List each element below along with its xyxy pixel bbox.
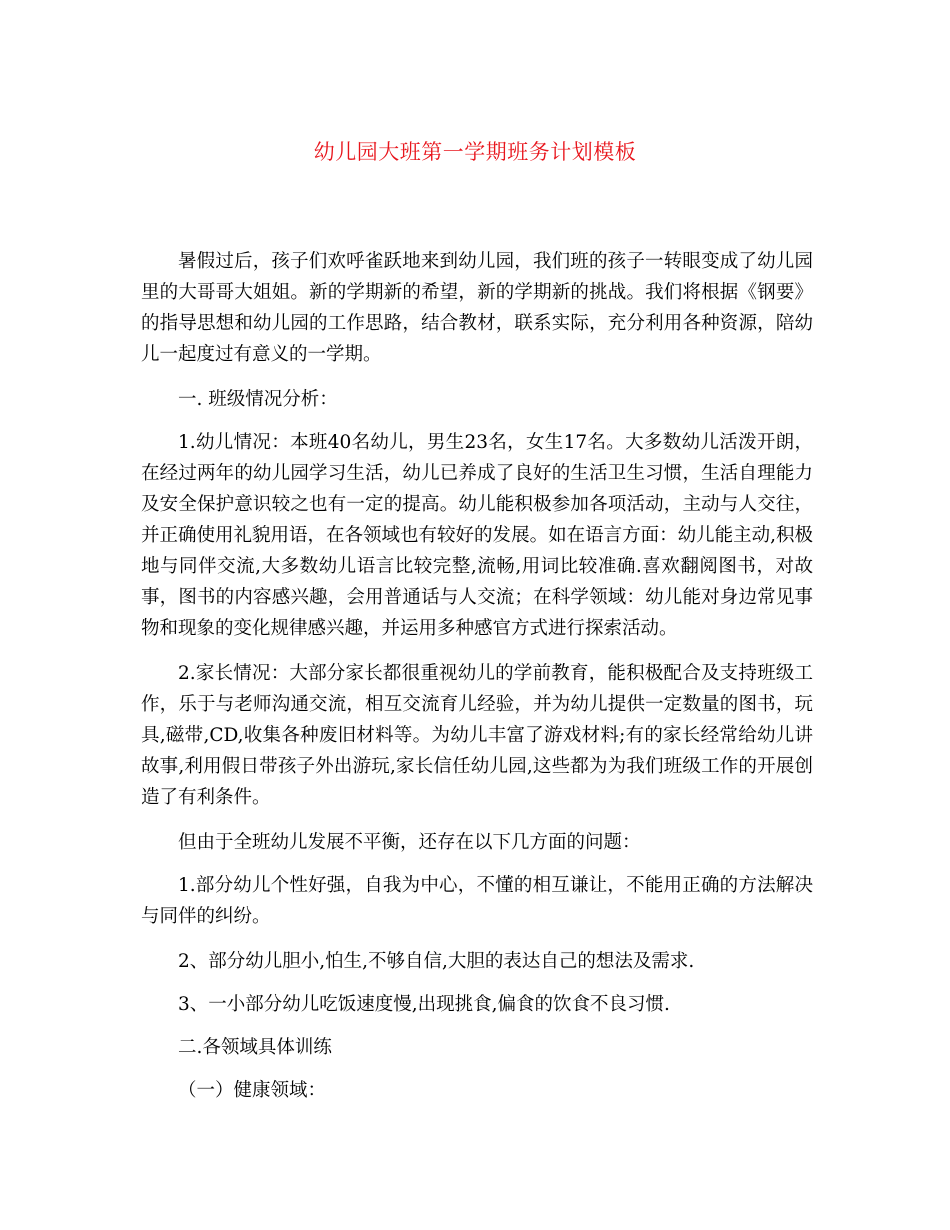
problem-item-2: 2、部分幼儿胆小,怕生,不够自信,大胆的表达自己的想法及需求. bbox=[178, 951, 695, 972]
document-title: 幼儿园大班第一学期班务计划模板 bbox=[313, 140, 637, 164]
problem-item-3: 3、一小部分幼儿吃饭速度慢,出现挑食,偏食的饮食不良习惯. bbox=[178, 994, 670, 1015]
problems-intro-paragraph: 但由于全班幼儿发展不平衡，还存在以下几方面的问题： bbox=[178, 832, 641, 853]
section-heading-domain-training: 二.各领域具体训练 bbox=[178, 1037, 332, 1058]
children-situation-paragraph: 1.幼儿情况：本班40名幼儿，男生23名，女生17名。大多数幼儿活泼开朗，在经过两年的幼儿园学习生活，幼儿已养成了良好的生活卫生习惯，生活自理能力及安全保护意识较之也有一定的提高。幼儿能积极参加各项活动，主动与人交往，并正确使用礼貌用语，在各领域也有较好的发展。如在语言方面：幼儿能主动,积极地与同伴交流,大多数幼儿语言比较完整,流畅,用词比较准确.喜欢翻阅图书，对故事，图书的内容感兴趣，会用普通话与人交流；在科学领域：幼儿能对身边常见事物和现象的变化规律感兴趣，并运用多种感官方式进行探索活动。 bbox=[141, 432, 813, 639]
subsection-heading-health: （一）健康领域： bbox=[178, 1080, 327, 1101]
section-heading-class-analysis: 一. 班级情况分析： bbox=[178, 389, 338, 410]
problem-item-1: 1.部分幼儿个性好强，自我为中心，不懂的相互谦让，不能用正确的方法解决与同伴的纠纷。 bbox=[141, 875, 813, 927]
document-body bbox=[141, 246, 813, 1120]
intro-paragraph: 暑假过后，孩子们欢呼雀跃地来到幼儿园，我们班的孩子一转眼变成了幼儿园里的大哥哥大姐姐。新的学期新的希望，新的学期新的挑战。我们将根据《钢要》的指导思想和幼儿园的工作思路，结合教材，联系实际，充分利用各种资源，陪幼儿一起度过有意义的一学期。 bbox=[141, 251, 813, 365]
parents-situation-paragraph: 2.家长情况：大部分家长都很重视幼儿的学前教育，能积极配合及支持班级工作，乐于与老师沟通交流，相互交流育儿经验，并为幼儿提供一定数量的图书，玩具,磁带,CD,收集各种废旧材料等。为幼儿丰富了游戏材料;有的家长经常给幼儿讲故事,利用假日带孩子外出游玩,家长信任幼儿园,这些都为为我们班级工作的开展创造了有利条件。 bbox=[141, 663, 813, 808]
